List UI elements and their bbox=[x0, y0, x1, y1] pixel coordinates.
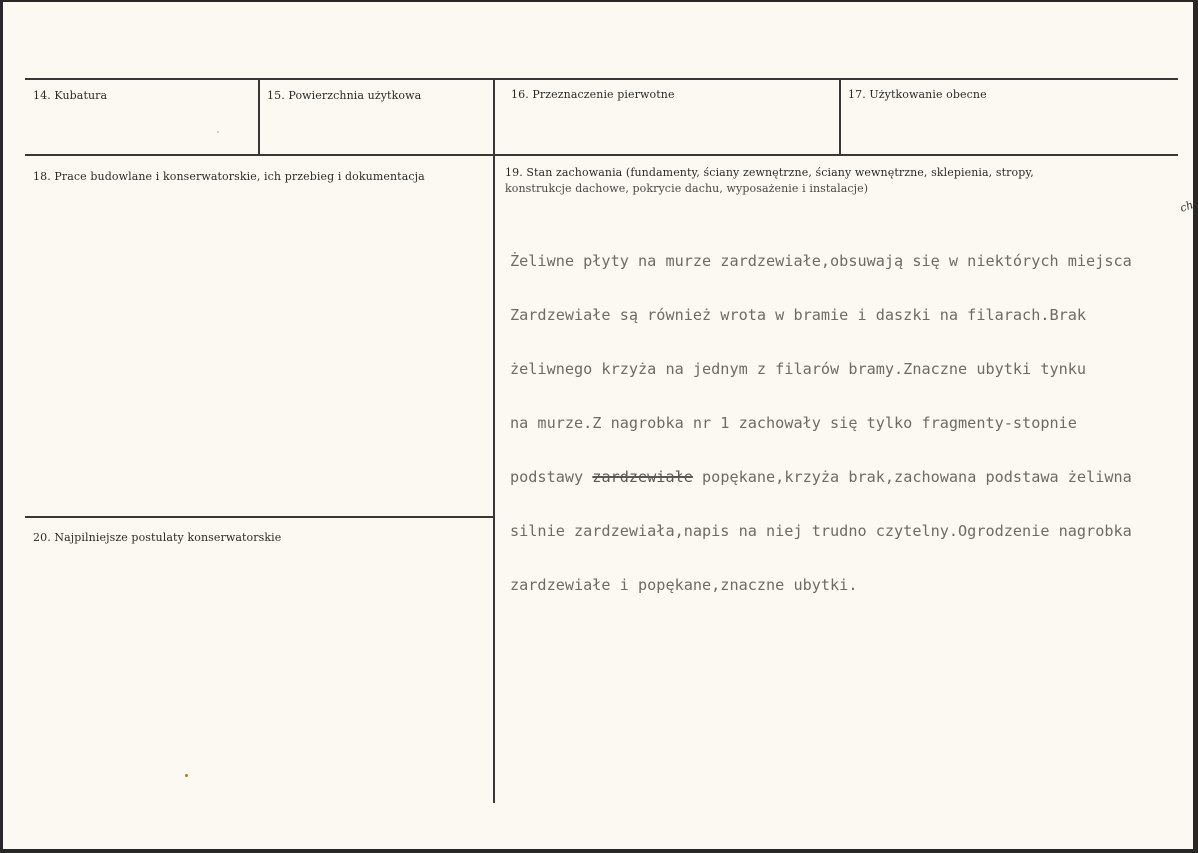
field-19-label-line2: konstrukcje dachowe, pokrycie dachu, wyposażenie i instalacje) bbox=[505, 182, 869, 195]
field-15-label: 15. Powierzchnia użytkowa bbox=[267, 89, 422, 102]
field-18-label: 18. Prace budowlane i konserwatorskie, ich przebieg i dokumentacja bbox=[33, 170, 425, 183]
divider-15-16 bbox=[493, 79, 495, 155]
divider-16-17 bbox=[839, 79, 841, 155]
field-14-label: 14. Kubatura bbox=[33, 89, 108, 102]
typed-line: na murze.Z nagrobka nr 1 zachowały się tylko fragmenty-stopnie bbox=[510, 414, 1077, 432]
field-16-label: 16. Przeznaczenie pierwotne bbox=[511, 88, 675, 101]
typed-line: zardzewiałe i popękane,znaczne ubytki. bbox=[510, 576, 858, 594]
typed-segment: podstawy bbox=[510, 468, 593, 486]
typed-line bbox=[510, 468, 1198, 486]
paper-speck bbox=[185, 774, 188, 777]
typed-line: Żeliwne płyty na murze zardzewiałe,obsuwają się w niektórych miejsca bbox=[510, 252, 1132, 270]
handwritten-correction-mark: ch bbox=[1178, 198, 1196, 215]
rule-18-20 bbox=[25, 516, 493, 518]
row1-top-rule bbox=[25, 78, 1178, 80]
typed-segment: popękane,krzyża brak,zachowana podstawa żeliwna bbox=[692, 468, 1132, 486]
typed-line: silnie zardzewiała,napis na niej trudno czytelny.Ogrodzenie nagrobka bbox=[510, 522, 1132, 540]
field-20-label: 20. Najpilniejsze postulaty konserwatorskie bbox=[33, 531, 282, 544]
row2-top-rule bbox=[25, 154, 1178, 156]
divider-main-column bbox=[493, 155, 495, 803]
divider-14-15 bbox=[258, 79, 260, 155]
field-19-label-line1: 19. Stan zachowania (fundamenty, ściany zewnętrzne, ściany wewnętrzne, sklepienia, stropy, bbox=[505, 166, 1034, 179]
field-17-label: 17. Użytkowanie obecne bbox=[848, 88, 987, 101]
typed-line: Zardzewiałe są również wrota w bramie i daszki na filarach.Brak bbox=[510, 306, 1087, 324]
struck-out-word: zardzewiałe bbox=[592, 468, 693, 486]
record-card-sheet bbox=[3, 2, 1196, 849]
paper-speck bbox=[217, 131, 219, 133]
field-19-typed-text bbox=[510, 216, 1198, 630]
typed-line: żeliwnego krzyża na jednym z filarów bramy.Znaczne ubytki tynku bbox=[510, 360, 1087, 378]
